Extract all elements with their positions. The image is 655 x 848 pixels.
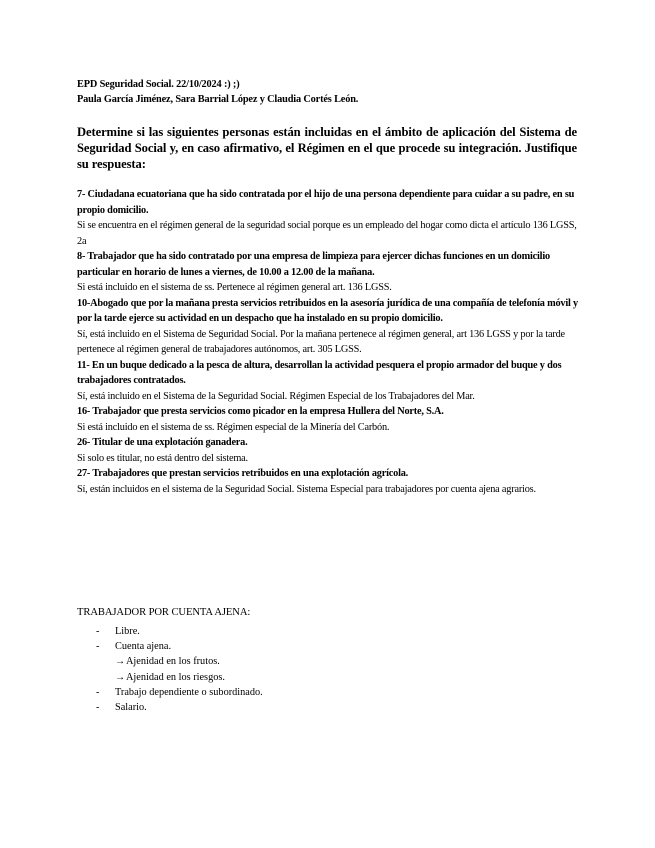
item-question: 7- Ciudadana ecuatoriana que ha sido contratada por el hijo de una persona dependiente para cuidar a su padre, en su propio domicilio.: [77, 189, 575, 216]
item-answer: Si se encuentra en el régimen general de la seguridad social porque es un empleado del hogar como dicta el artículo 136 LGSS, 2a: [77, 220, 577, 247]
exercise-items: [77, 187, 582, 497]
item-question: 16- Trabajador que presta servicios como picador en la empresa Hullera del Norte, S.A.: [77, 406, 444, 417]
item-question: 8- Trabajador que ha sido contratado por una empresa de limpieza para ejercer dichas funciones en un domicilio particular en horario de lunes a viernes, de 10.00 a 12.00 de la mañana.: [77, 251, 550, 278]
list-item-text: Salario.: [115, 701, 147, 713]
right-arrow-icon: →: [115, 671, 126, 683]
item-answer: Si está incluido en el sistema de ss. Régimen especial de la Minería del Carbón.: [77, 421, 390, 433]
header-authors: Paula García Jiménez, Sara Barrial López y Claudia Cortés León.: [77, 94, 359, 105]
bullet-dash: -: [96, 641, 100, 653]
item-answer: Si solo es titular, no está dentro del sistema.: [77, 452, 248, 464]
item-answer: Sí, está incluido en el Sistema de Seguridad Social. Por la mañana pertenece al régimen general, art 136 LGSS y por la tarde pertenece al régimen general de trabajadores autónomos, art. 305 LGSS.: [77, 328, 565, 355]
exercise-item: [77, 435, 582, 466]
item-answer: Sí, está incluido en el Sistema de la Seguridad Social. Régimen Especial de los Trabajadores del Mar.: [77, 390, 475, 402]
header-title: EPD Seguridad Social. 22/10/2024 :) ;): [77, 79, 240, 90]
list-item: [77, 624, 477, 639]
list-item: [77, 700, 477, 715]
item-answer: Sí, están incluidos en el sistema de la Seguridad Social. Sistema Especial para trabajadores por cuenta ajena agrarios.: [77, 483, 536, 495]
document-header: [77, 77, 597, 107]
sub-list-item: [77, 670, 477, 685]
list-item-text: Cuenta ajena.: [115, 641, 172, 653]
section-title: TRABAJADOR POR CUENTA AJENA:: [77, 607, 251, 618]
exercise-item: [77, 249, 582, 296]
item-question: 26- Titular de una explotación ganadera.: [77, 437, 248, 448]
list-item-text: Trabajo dependiente o subordinado.: [115, 686, 263, 698]
exercise-item: [77, 404, 582, 435]
list-item: [77, 685, 477, 700]
item-question: 10-Abogado que por la mañana presta servicios retribuidos en la asesoría jurídica de una compañía de telefonía móvil y por la tarde ejerce su actividad en un despacho que ha instalado en su propio domicilio.: [77, 297, 578, 324]
characteristics-list: [77, 624, 477, 715]
sub-list-item-text: Ajenidad en los frutos.: [126, 656, 220, 668]
exercise-item: [77, 187, 582, 249]
exercise-item: [77, 466, 582, 497]
item-question: 11- En un buque dedicado a la pesca de altura, desarrollan la actividad pesquera el propio armador del buque y dos trabajadores contratados.: [77, 359, 562, 386]
item-question: 27- Trabajadores que prestan servicios retribuidos en una explotación agrícola.: [77, 468, 409, 479]
sub-list-item-text: Ajenidad en los riesgos.: [126, 671, 225, 683]
bullet-dash: -: [96, 686, 100, 698]
bullet-dash: -: [96, 626, 100, 637]
list-item-text: Libre.: [115, 626, 140, 637]
worker-section: [77, 605, 477, 715]
list-item: [77, 639, 477, 654]
exercise-item: [77, 358, 582, 405]
item-answer: Si está incluido en el sistema de ss. Pertenece al régimen general art. 136 LGSS.: [77, 282, 392, 293]
bullet-dash: -: [96, 701, 100, 713]
exercise-statement: Determine si las siguientes personas están incluidas en el ámbito de aplicación del Sistema de Seguridad Social y, en caso afirmativo, el Régimen en el que procede su integración. Justifique su respuesta:: [77, 125, 577, 171]
right-arrow-icon: →: [115, 656, 126, 668]
exercise-item: [77, 296, 582, 358]
sub-list-item: [77, 654, 477, 669]
